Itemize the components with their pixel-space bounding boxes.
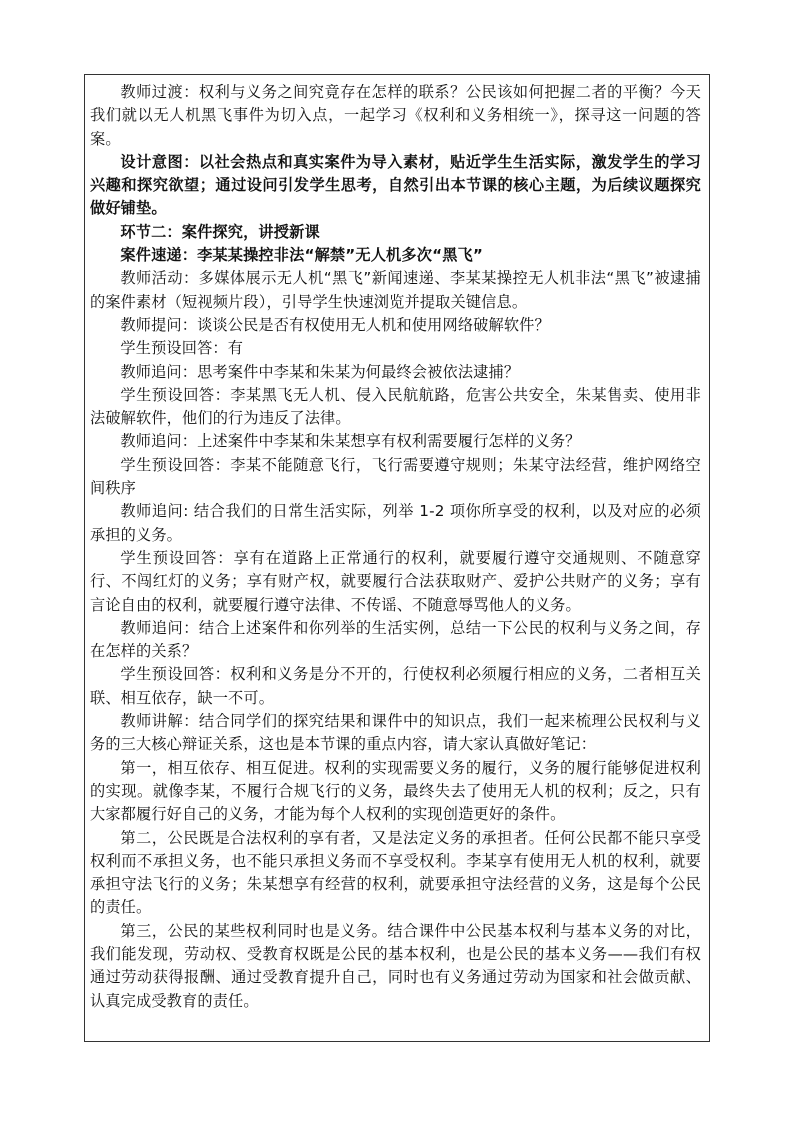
paragraph-point-3: 第三，公民的某些权利同时也是义务。结合课件中公民基本权利与基本义务的对比，我们能发现，劳动权、受教育权既是公民的基本权利，也是公民的基本义务——我们有权通过劳动获得报酬、通过受教育提升自己，同时也有义务通过劳动为国家和社会做贡献、认真完成受教育的责任。	[90, 921, 701, 1010]
document-body	[90, 81, 701, 1013]
paragraph-student-answer-1: 学生预设回答：有	[120, 339, 244, 358]
paragraph-teacher-followup-3: 教师追问: 结合我们的日常生活实际，列举 1-2 项你所享受的权利，以及对应的必须承担的义务。	[90, 502, 701, 544]
paragraph-student-answer-5: 学生预设回答：权利和义务是分不开的，行使权利必须履行相应的义务，二者相互关联、相互依存，缺一不可。	[90, 665, 701, 707]
paragraph-teacher-followup-1: 教师追问：思考案件中李某和朱某为何最终会被依法逮捕？	[120, 362, 520, 381]
paragraph-student-answer-4: 学生预设回答：享有在道路上正常通行的权利，就要履行遵守交通规则、不随意穿行、不闯红灯的义务；享有财产权，就要履行合法获取财产、爱护公共财产的义务；享有言论自由的权利，就要履行遵守法律、不传谣、不随意辱骂他人的义务。	[90, 548, 701, 614]
paragraph-teacher-lecture: 教师讲解：结合同学们的探究结果和课件中的知识点，我们一起来梳理公民权利与义务的三大核心辩证关系，这也是本节课的重点内容，请大家认真做好笔记：	[90, 712, 701, 754]
paragraph-point-1: 第一，相互依存、相互促进。权利的实现需要义务的履行，义务的履行能够促进权利的实现。就像李某，不履行合规飞行的义务，最终失去了使用无人机的权利；反之，只有大家都履行好自己的义务，才能为每个人权利的实现创造更好的条件。	[90, 758, 701, 824]
paragraph-design-intent: 设计意图：以社会热点和真实案件为导入素材，贴近学生生活实际，激发学生的学习兴趣和探究欲望；通过设问引发学生思考，自然引出本节课的核心主题，为后续议题探究做好铺垫。	[90, 152, 701, 218]
case-title: 案件速递：李某某操控非法“解禁”无人机多次“黑飞”	[120, 246, 484, 265]
section-heading-2: 环节二：案件探究，讲授新课	[120, 222, 320, 241]
paragraph-point-2: 第二，公民既是合法权利的享有者，又是法定义务的承担者。任何公民都不能只享受权利而不承担义务，也不能只承担义务而不享受权利。李某享有使用无人机的权利，就要承担守法飞行的义务；朱某想享有经营的权利，就要承担守法经营的义务，这是每个公民的责任。	[90, 828, 701, 917]
paragraph-student-answer-2: 学生预设回答：李某黑飞无人机、侵入民航航路，危害公共安全，朱某售卖、使用非法破解软件，他们的行为违反了法律。	[90, 385, 701, 428]
paragraph-teacher-followup-4: 教师追问：结合上述案件和你列举的生活实例，总结一下公民的权利与义务之间，存在怎样的关系？	[90, 618, 701, 661]
paragraph-teacher-activity: 教师活动：多媒体展示无人机“黑飞”新闻速递、李某某操控无人机非法“黑飞”被逮捕的案件素材（短视频片段），引导学生快速浏览并提取关键信息。	[90, 269, 701, 311]
paragraph-teacher-followup-2: 教师追问：上述案件中李某和朱某想享有权利需要履行怎样的义务？	[120, 432, 581, 451]
paragraph-student-answer-3: 学生预设回答：李某不能随意飞行，飞行需要遵守规则；朱某守法经营，维护网络空间秩序	[90, 455, 701, 498]
paragraph-teacher-question: 教师提问：谈谈公民是否有权使用无人机和使用网络破解软件？	[120, 315, 550, 334]
paragraph-teacher-transition: 教师过渡：权利与义务之间究竟存在怎样的联系？公民该如何把握二者的平衡？今天我们就以无人机黑飞事件为切入点，一起学习《权利和义务相统一》，探寻这一问题的答案。	[90, 83, 701, 148]
